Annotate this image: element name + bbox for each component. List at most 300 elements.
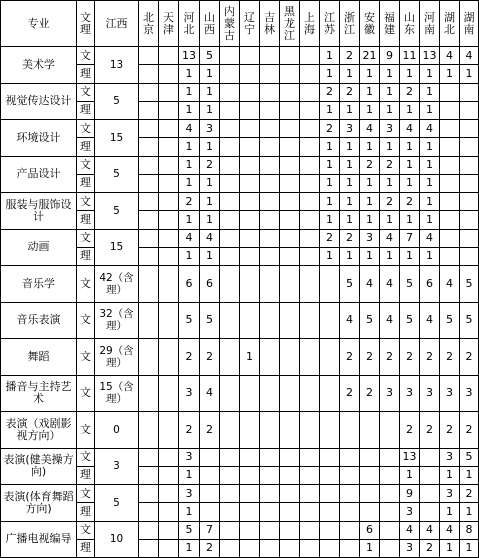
quota-cell	[220, 503, 240, 521]
quota-cell: 1	[420, 101, 440, 119]
quota-cell	[260, 211, 280, 229]
quota-cell	[139, 211, 159, 229]
quota-cell: 5	[200, 302, 220, 339]
quota-cell	[159, 83, 179, 101]
subject-cell: 文	[77, 339, 95, 376]
quota-cell	[240, 47, 260, 65]
quota-cell: 5	[340, 266, 360, 303]
quota-cell	[340, 539, 360, 557]
quota-cell	[159, 521, 179, 539]
quota-cell: 3	[380, 375, 400, 412]
quota-cell	[159, 539, 179, 557]
quota-cell	[139, 193, 159, 211]
header-province: 浙江	[340, 1, 360, 47]
quota-cell	[220, 83, 240, 101]
quota-cell	[380, 448, 400, 466]
quota-cell	[340, 521, 360, 539]
quota-cell	[260, 156, 280, 174]
subject-cell: 文	[77, 521, 95, 539]
quota-cell	[280, 83, 300, 101]
quota-cell: 3	[179, 375, 200, 412]
quota-cell: 1	[179, 211, 200, 229]
quota-cell	[220, 247, 240, 265]
header-province: 黑龙江	[280, 1, 300, 47]
header-province: 福建	[380, 1, 400, 47]
quota-cell	[300, 448, 320, 466]
quota-cell: 1	[380, 211, 400, 229]
quota-cell: 6	[360, 521, 380, 539]
quota-cell: 4	[440, 521, 460, 539]
quota-cell: 1	[380, 101, 400, 119]
quota-cell	[139, 247, 159, 265]
quota-cell: 1	[380, 247, 400, 265]
quota-cell: 2	[460, 412, 479, 449]
quota-cell: 4	[380, 229, 400, 247]
quota-cell: 1	[320, 138, 340, 156]
header-province: 河北	[179, 1, 200, 47]
subject-cell: 文	[77, 47, 95, 65]
quota-cell	[460, 120, 479, 138]
quota-cell: 6	[420, 266, 440, 303]
header-province: 北京	[139, 1, 159, 47]
quota-cell	[320, 266, 340, 303]
quota-cell: 1	[420, 193, 440, 211]
quota-cell	[260, 539, 280, 557]
quota-cell	[220, 412, 240, 449]
quota-cell: 3	[400, 375, 420, 412]
table-row	[1, 47, 479, 65]
quota-cell: 4	[400, 521, 420, 539]
quota-cell	[300, 193, 320, 211]
quota-cell	[440, 247, 460, 265]
quota-cell	[320, 539, 340, 557]
quota-cell	[260, 229, 280, 247]
quota-cell	[300, 302, 320, 339]
table-row	[1, 229, 479, 247]
quota-cell	[139, 266, 159, 303]
quota-cell: 2	[380, 339, 400, 376]
quota-cell: 2	[320, 83, 340, 101]
quota-cell	[159, 65, 179, 83]
quota-cell: 13	[400, 448, 420, 466]
quota-cell	[260, 412, 280, 449]
quota-cell	[300, 521, 320, 539]
quota-cell: 3	[420, 375, 440, 412]
quota-cell: 3	[360, 229, 380, 247]
quota-cell	[139, 521, 159, 539]
quota-cell: 5	[460, 266, 479, 303]
quota-cell	[320, 339, 340, 376]
quota-cell: 2	[200, 539, 220, 557]
quota-cell: 1	[200, 138, 220, 156]
quota-cell: 1	[400, 174, 420, 192]
quota-cell	[260, 466, 280, 484]
quota-cell: 1	[179, 466, 200, 484]
quota-cell	[360, 503, 380, 521]
quota-cell: 2	[340, 83, 360, 101]
quota-cell	[300, 466, 320, 484]
quota-cell: 3	[200, 120, 220, 138]
quota-cell	[220, 174, 240, 192]
quota-cell: 1	[320, 101, 340, 119]
quota-cell	[240, 65, 260, 83]
table-row	[1, 448, 479, 466]
quota-cell: 1	[400, 65, 420, 83]
major-name: 视觉传达设计	[1, 83, 77, 120]
quota-cell	[220, 448, 240, 466]
quota-cell	[200, 485, 220, 503]
major-name: 服装与服饰设计	[1, 193, 77, 230]
quota-cell	[280, 47, 300, 65]
quota-cell	[340, 466, 360, 484]
quota-cell: 4	[200, 375, 220, 412]
quota-cell: 2	[400, 339, 420, 376]
subject-cell: 理	[77, 539, 95, 557]
quota-cell: 1	[420, 83, 440, 101]
major-name: 环境设计	[1, 120, 77, 157]
quota-cell: 1	[360, 138, 380, 156]
quota-cell: 1	[380, 83, 400, 101]
quota-cell: 2	[179, 193, 200, 211]
quota-cell	[220, 539, 240, 557]
quota-cell	[280, 539, 300, 557]
quota-cell: 1	[360, 174, 380, 192]
quota-cell	[280, 466, 300, 484]
quota-cell: 1	[460, 503, 479, 521]
quota-cell	[440, 83, 460, 101]
quota-cell: 1	[440, 466, 460, 484]
quota-cell: 1	[420, 156, 440, 174]
major-name: 表演(体育舞蹈方向)	[1, 485, 77, 522]
table-row	[1, 412, 479, 449]
quota-cell: 4	[400, 120, 420, 138]
quota-cell: 3	[460, 375, 479, 412]
quota-cell: 1	[179, 174, 200, 192]
table-row	[1, 83, 479, 101]
quota-cell	[220, 101, 240, 119]
quota-cell: 2	[460, 485, 479, 503]
quota-cell	[159, 211, 179, 229]
quota-cell	[240, 266, 260, 303]
quota-cell: 1	[400, 101, 420, 119]
quota-cell	[300, 47, 320, 65]
quota-cell	[240, 101, 260, 119]
major-name: 广播电视编导	[1, 521, 77, 558]
quota-cell: 1	[179, 503, 200, 521]
quota-cell	[220, 211, 240, 229]
quota-cell: 2	[360, 375, 380, 412]
quota-cell	[360, 485, 380, 503]
quota-cell: 2	[380, 156, 400, 174]
quota-cell	[220, 193, 240, 211]
table-row	[1, 302, 479, 339]
quota-cell	[159, 174, 179, 192]
quota-cell: 13	[420, 47, 440, 65]
quota-cell: 6	[200, 266, 220, 303]
quota-cell	[420, 485, 440, 503]
quota-cell: 1	[200, 247, 220, 265]
quota-cell	[240, 448, 260, 466]
jiangxi-quota: 5	[95, 156, 139, 193]
quota-cell: 1	[179, 65, 200, 83]
quota-cell	[220, 485, 240, 503]
quota-cell: 2	[340, 229, 360, 247]
quota-cell: 1	[340, 211, 360, 229]
subject-cell: 理	[77, 65, 95, 83]
quota-cell: 2	[460, 339, 479, 376]
table-row	[1, 375, 479, 412]
quota-cell	[159, 466, 179, 484]
quota-cell: 2	[440, 339, 460, 376]
jiangxi-quota: 5	[95, 485, 139, 522]
quota-cell	[300, 412, 320, 449]
major-name: 产品设计	[1, 156, 77, 193]
quota-cell: 1	[179, 539, 200, 557]
quota-cell: 4	[440, 47, 460, 65]
header-province: 湖北	[440, 1, 460, 47]
subject-cell: 理	[77, 247, 95, 265]
quota-cell	[240, 412, 260, 449]
quota-cell	[320, 485, 340, 503]
header-province: 吉林	[260, 1, 280, 47]
table-row	[1, 521, 479, 539]
major-name: 播音与主持艺术	[1, 375, 77, 412]
quota-cell: 7	[400, 229, 420, 247]
header-province: 江苏	[320, 1, 340, 47]
quota-cell	[460, 83, 479, 101]
quota-cell	[240, 211, 260, 229]
major-name: 动画	[1, 229, 77, 266]
quota-cell: 2	[380, 193, 400, 211]
quota-cell	[159, 302, 179, 339]
jiangxi-quota: 5	[95, 193, 139, 230]
quota-cell: 1	[320, 193, 340, 211]
quota-cell: 2	[420, 539, 440, 557]
quota-cell	[440, 229, 460, 247]
header-province: 山东	[400, 1, 420, 47]
quota-cell: 1	[420, 174, 440, 192]
quota-cell	[159, 120, 179, 138]
quota-cell	[280, 174, 300, 192]
quota-cell	[460, 211, 479, 229]
quota-cell: 1	[360, 247, 380, 265]
quota-cell	[240, 503, 260, 521]
quota-cell	[139, 466, 159, 484]
quota-cell	[320, 375, 340, 412]
quota-cell	[139, 229, 159, 247]
quota-cell	[260, 448, 280, 466]
quota-cell	[360, 466, 380, 484]
quota-cell	[260, 101, 280, 119]
quota-cell	[280, 485, 300, 503]
quota-cell	[300, 211, 320, 229]
header-subject: 文理	[77, 1, 95, 47]
subject-cell: 理	[77, 211, 95, 229]
table-header	[1, 1, 479, 47]
quota-cell: 1	[200, 193, 220, 211]
quota-cell: 1	[200, 174, 220, 192]
header-province: 河南	[420, 1, 440, 47]
quota-cell: 1	[179, 156, 200, 174]
quota-cell: 4	[179, 229, 200, 247]
table-row	[1, 485, 479, 503]
quota-cell	[139, 539, 159, 557]
jiangxi-quota: 13	[95, 47, 139, 84]
quota-cell: 4	[360, 120, 380, 138]
quota-cell	[300, 503, 320, 521]
quota-cell: 1	[200, 65, 220, 83]
quota-cell: 2	[200, 412, 220, 449]
quota-cell: 5	[360, 302, 380, 339]
quota-cell	[460, 229, 479, 247]
quota-cell	[159, 503, 179, 521]
major-name: 音乐表演	[1, 302, 77, 339]
quota-cell: 1	[340, 156, 360, 174]
quota-cell	[240, 138, 260, 156]
subject-cell: 文	[77, 193, 95, 211]
major-name: 音乐学	[1, 266, 77, 303]
quota-cell	[260, 375, 280, 412]
quota-cell	[260, 83, 280, 101]
quota-cell	[220, 466, 240, 484]
quota-cell: 1	[420, 138, 440, 156]
subject-cell: 文	[77, 448, 95, 466]
quota-cell	[220, 266, 240, 303]
quota-cell	[220, 47, 240, 65]
quota-cell: 2	[420, 412, 440, 449]
quota-cell	[280, 448, 300, 466]
quota-cell	[300, 339, 320, 376]
quota-cell: 1	[420, 247, 440, 265]
quota-cell: 1	[400, 156, 420, 174]
quota-cell	[380, 539, 400, 557]
subject-cell: 文	[77, 375, 95, 412]
quota-cell: 2	[320, 229, 340, 247]
header-province: 天津	[159, 1, 179, 47]
quota-cell: 1	[320, 247, 340, 265]
quota-cell	[420, 448, 440, 466]
quota-cell	[420, 503, 440, 521]
quota-cell	[260, 120, 280, 138]
quota-cell	[320, 448, 340, 466]
quota-cell	[380, 485, 400, 503]
quota-cell	[280, 375, 300, 412]
quota-cell	[420, 466, 440, 484]
jiangxi-quota: 42（含理）	[95, 266, 139, 303]
quota-cell: 3	[380, 120, 400, 138]
quota-cell	[320, 412, 340, 449]
quota-cell	[300, 229, 320, 247]
quota-cell	[260, 193, 280, 211]
quota-cell: 1	[360, 83, 380, 101]
subject-cell: 文	[77, 412, 95, 449]
quota-cell: 4	[200, 229, 220, 247]
quota-cell: 5	[400, 302, 420, 339]
quota-cell: 1	[420, 65, 440, 83]
quota-cell	[240, 466, 260, 484]
quota-cell: 3	[179, 485, 200, 503]
subject-cell: 文	[77, 485, 95, 503]
quota-cell	[220, 229, 240, 247]
quota-cell	[280, 65, 300, 83]
quota-cell	[200, 448, 220, 466]
jiangxi-quota: 15（含理）	[95, 375, 139, 412]
quota-cell: 8	[460, 521, 479, 539]
quota-cell	[280, 521, 300, 539]
subject-cell: 文	[77, 302, 95, 339]
quota-cell: 2	[200, 156, 220, 174]
quota-cell: 1	[380, 65, 400, 83]
quota-cell: 2	[179, 339, 200, 376]
subject-cell: 文	[77, 229, 95, 247]
quota-cell: 3	[340, 120, 360, 138]
quota-cell	[200, 503, 220, 521]
table-row	[1, 120, 479, 138]
quota-cell: 1	[380, 174, 400, 192]
quota-cell	[240, 375, 260, 412]
quota-cell: 2	[400, 193, 420, 211]
quota-cell: 5	[460, 448, 479, 466]
quota-cell	[340, 412, 360, 449]
quota-cell: 1	[320, 211, 340, 229]
quota-cell: 1	[320, 65, 340, 83]
quota-cell: 7	[200, 521, 220, 539]
quota-cell	[240, 229, 260, 247]
quota-cell: 3	[179, 448, 200, 466]
quota-cell	[139, 412, 159, 449]
quota-cell	[440, 138, 460, 156]
major-name: 舞蹈	[1, 339, 77, 376]
quota-cell: 1	[320, 47, 340, 65]
quota-cell	[320, 503, 340, 521]
subject-cell: 理	[77, 466, 95, 484]
quota-cell: 1	[380, 138, 400, 156]
quota-cell: 5	[200, 47, 220, 65]
quota-cell: 1	[179, 138, 200, 156]
quota-cell	[280, 412, 300, 449]
quota-cell: 2	[320, 120, 340, 138]
quota-cell	[220, 120, 240, 138]
quota-cell: 4	[420, 229, 440, 247]
quota-cell: 1	[320, 156, 340, 174]
quota-cell	[300, 83, 320, 101]
header-province: 辽宁	[240, 1, 260, 47]
quota-cell: 1	[460, 65, 479, 83]
quota-cell: 1	[340, 65, 360, 83]
quota-cell: 1	[340, 193, 360, 211]
quota-cell	[280, 138, 300, 156]
major-name: 表演（戏剧影视方向）	[1, 412, 77, 449]
jiangxi-quota: 29（含理）	[95, 339, 139, 376]
quota-cell	[440, 101, 460, 119]
quota-cell	[240, 247, 260, 265]
quota-cell	[440, 193, 460, 211]
quota-cell: 1	[400, 466, 420, 484]
subject-cell: 文	[77, 266, 95, 303]
quota-cell	[200, 466, 220, 484]
quota-cell	[159, 156, 179, 174]
quota-cell: 4	[380, 302, 400, 339]
quota-cell: 4	[360, 266, 380, 303]
quota-cell	[159, 193, 179, 211]
table-row	[1, 193, 479, 211]
quota-cell	[220, 65, 240, 83]
quota-cell	[320, 521, 340, 539]
quota-cell	[240, 83, 260, 101]
quota-cell	[300, 247, 320, 265]
quota-cell: 5	[400, 266, 420, 303]
quota-cell: 1	[200, 101, 220, 119]
